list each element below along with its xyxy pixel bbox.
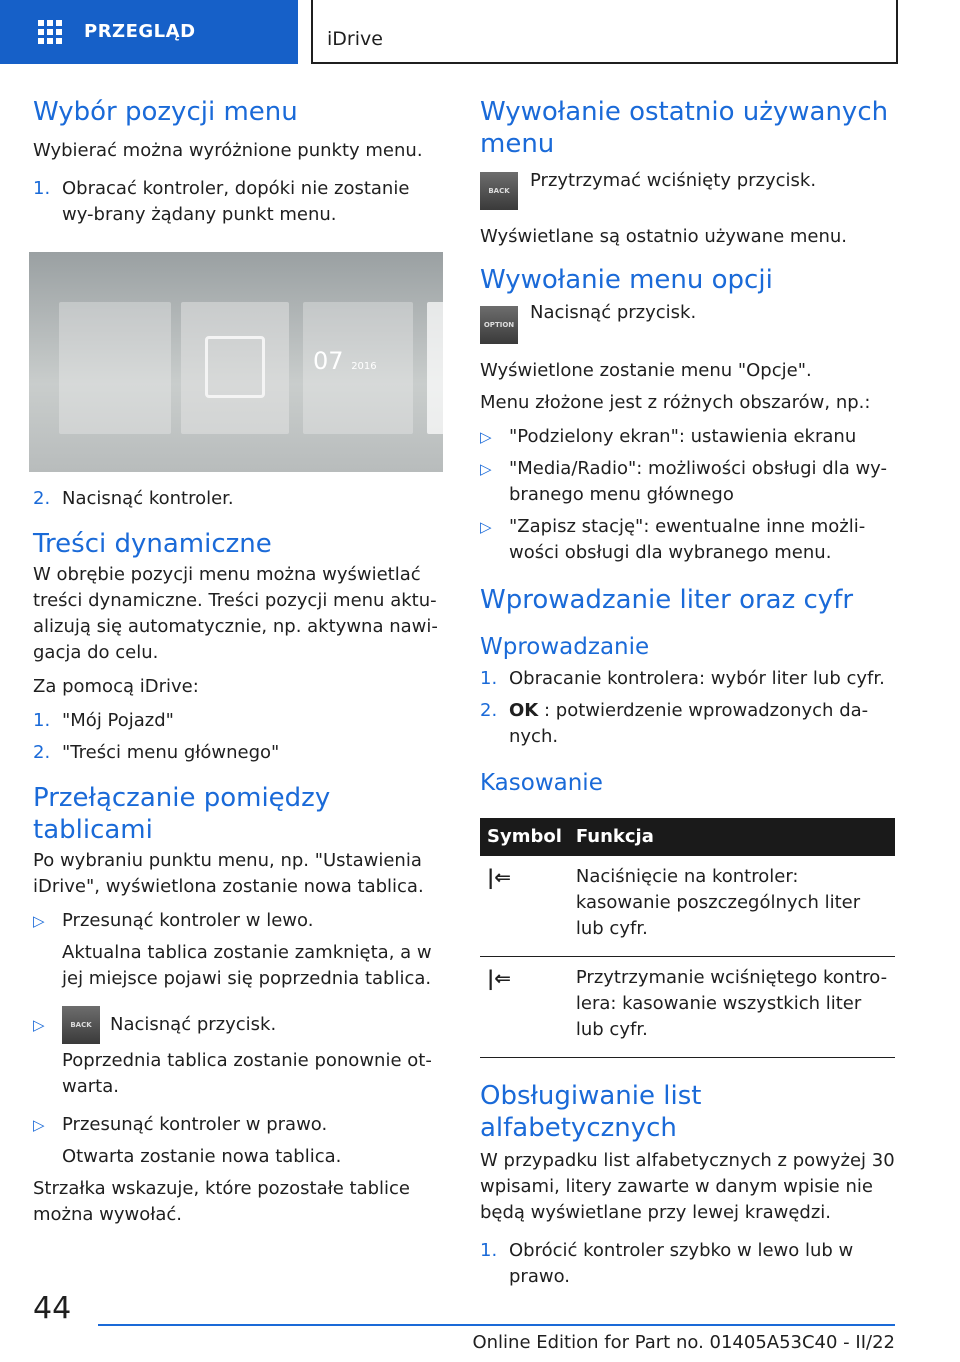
heading-recent-menus: Wywołanie ostatnio używanych menu	[480, 97, 889, 159]
ok-symbol-icon: OK	[509, 700, 539, 721]
delete-symbol-icon: |⇐	[480, 957, 569, 1058]
table-row	[480, 957, 895, 1058]
triangle-bullet-icon: ▷	[33, 1116, 45, 1134]
page-number: 44	[33, 1291, 72, 1326]
list-item	[480, 698, 895, 750]
paragraph: Wybierać można wyróżnione punkty menu.	[33, 140, 423, 161]
column-header-symbol: Symbol	[480, 818, 569, 856]
section-tab	[0, 0, 298, 64]
paragraph: Za pomocą iDrive:	[33, 676, 199, 697]
paragraph: W obrębie pozycji menu można wyświetlać treści dynamiczne. Treści pozycji menu aktu-alizują się automatycznie, np. aktywna nawi-gacja do celu.	[33, 564, 438, 663]
bullet-text: Nacisnąć przycisk.	[110, 1014, 277, 1035]
table-cell: Naciśnięcie na kontroler: kasowanie poszczególnych liter lub cyfr.	[569, 856, 895, 957]
list-number: 1.	[33, 710, 51, 731]
bullet-subtext: Aktualna tablica zostanie zamknięta, a w jej miejsce pojawi się poprzednia tablica.	[62, 942, 432, 989]
list-number: 2.	[33, 488, 51, 509]
bullet-item	[480, 514, 895, 566]
paragraph: Po wybraniu punktu menu, np. "Ustawienia iDrive", wyświetlona zostanie nowa tablica.	[33, 850, 424, 897]
list-text: OK : potwierdzenie wprowadzonych da-nych.	[509, 700, 869, 747]
list-text: Obrócić kontroler szybko w lewo lub w prawo.	[509, 1240, 854, 1287]
heading-text-input: Wprowadzanie liter oraz cyfr	[480, 585, 854, 615]
table-cell: Przytrzymanie wciśniętego kontro-lera: kasowanie wszystkich liter lub cyfr.	[569, 957, 895, 1058]
button-instruction	[480, 302, 895, 344]
paragraph: Wyświetlane są ostatnio używane menu.	[480, 226, 848, 247]
delete-symbol-icon: |⇐	[480, 856, 569, 957]
triangle-bullet-icon: ▷	[480, 428, 492, 446]
paragraph: Menu złożone jest z różnych obszarów, np.:	[480, 392, 871, 413]
heading-options-menu: Wywołanie menu opcji	[480, 265, 773, 295]
bullet-item	[480, 456, 895, 508]
list-text: "Treści menu głównego"	[62, 742, 280, 763]
list-number: 2.	[33, 742, 51, 763]
idrive-screen-image	[29, 252, 443, 472]
list-number: 2.	[480, 700, 498, 721]
triangle-bullet-icon: ▷	[33, 912, 45, 930]
column-header-function: Funkcja	[569, 818, 895, 856]
edition-note: Online Edition for Part no. 01405A53C40 - II/22	[472, 1332, 895, 1353]
heading-alphabetic-lists: Obsługiwanie list alfabetycznych	[480, 1081, 702, 1143]
paragraph: Wyświetlone zostanie menu "Opcje".	[480, 360, 812, 381]
bullet-item	[480, 424, 895, 450]
list-number: 1.	[33, 178, 51, 199]
subheading-input: Wprowadzanie	[480, 634, 650, 660]
bullet-text: Przesunąć kontroler w lewo.	[62, 910, 314, 931]
instruction-text: Przytrzymać wciśnięty przycisk.	[530, 170, 817, 191]
list-item	[480, 1238, 895, 1290]
instruction-text: Nacisnąć przycisk.	[530, 302, 697, 323]
list-number: 1.	[480, 1240, 498, 1261]
list-text: "Mój Pojazd"	[62, 710, 174, 731]
list-text: Obracanie kontrolera: wybór liter lub cyfr.	[509, 668, 885, 689]
triangle-bullet-icon: ▷	[480, 460, 492, 478]
list-item	[33, 176, 445, 228]
bullet-item	[33, 1112, 445, 1138]
back-button-icon: BACK	[62, 1006, 100, 1044]
list-text: Obracać kontroler, dopóki nie zostanie wy-brany żądany punkt menu.	[62, 178, 410, 225]
bullet-text: "Podzielony ekran": ustawienia ekranu	[509, 426, 857, 447]
list-text: Nacisnąć kontroler.	[62, 488, 234, 509]
bullet-text: "Media/Radio": możliwości obsługi dla wy-branego menu głównego	[509, 458, 887, 505]
list-item	[480, 666, 895, 692]
paragraph: W przypadku list alfabetycznych z powyżej 30 wpisami, litery zawarte w danym wpisie nie będą wyświetlane przy lewej krawędzi.	[480, 1150, 895, 1223]
chapter-title: iDrive	[327, 28, 383, 50]
list-item	[33, 708, 445, 734]
bullet-text: "Zapisz stację": ewentualne inne możli-wości obsługi dla wybranego menu.	[509, 516, 866, 563]
screen-panel	[59, 302, 171, 434]
bullet-subtext: Poprzednia tablica zostanie ponownie ot-warta.	[62, 1050, 432, 1097]
section-title: PRZEGLĄD	[84, 21, 196, 42]
grid-menu-icon	[38, 20, 66, 44]
bullet-text: Przesunąć kontroler w prawo.	[62, 1114, 328, 1135]
bullet-item	[33, 908, 445, 934]
bullet-subtext: Otwarta zostanie nowa tablica.	[62, 1146, 342, 1167]
delete-symbol-table	[480, 818, 895, 1058]
chapter-header	[311, 0, 898, 64]
left-column	[33, 96, 445, 1228]
triangle-bullet-icon: ▷	[480, 518, 492, 536]
list-item	[33, 740, 445, 766]
heading-dynamic-content: Treści dynamiczne	[33, 529, 272, 559]
list-number: 1.	[480, 668, 498, 689]
heading-select-menu-item: Wybór pozycji menu	[33, 97, 298, 127]
back-button-icon: BACK	[480, 172, 518, 210]
footer	[98, 1324, 895, 1353]
paragraph: Strzałka wskazuje, które pozostałe tablice można wywołać.	[33, 1178, 411, 1225]
triangle-bullet-icon: ▷	[33, 1016, 45, 1034]
heading-switch-panels: Przełączanie pomiędzy tablicami	[33, 783, 331, 845]
right-column	[480, 96, 895, 1290]
option-button-icon: OPTION	[480, 306, 518, 344]
button-instruction	[480, 172, 895, 210]
table-row	[480, 856, 895, 957]
subheading-delete: Kasowanie	[480, 770, 603, 796]
screen-panel	[427, 302, 443, 434]
list-item	[33, 486, 445, 512]
music-note-icon	[205, 336, 265, 398]
screen-date: 07 2016	[313, 347, 377, 375]
bullet-item	[33, 1006, 445, 1044]
